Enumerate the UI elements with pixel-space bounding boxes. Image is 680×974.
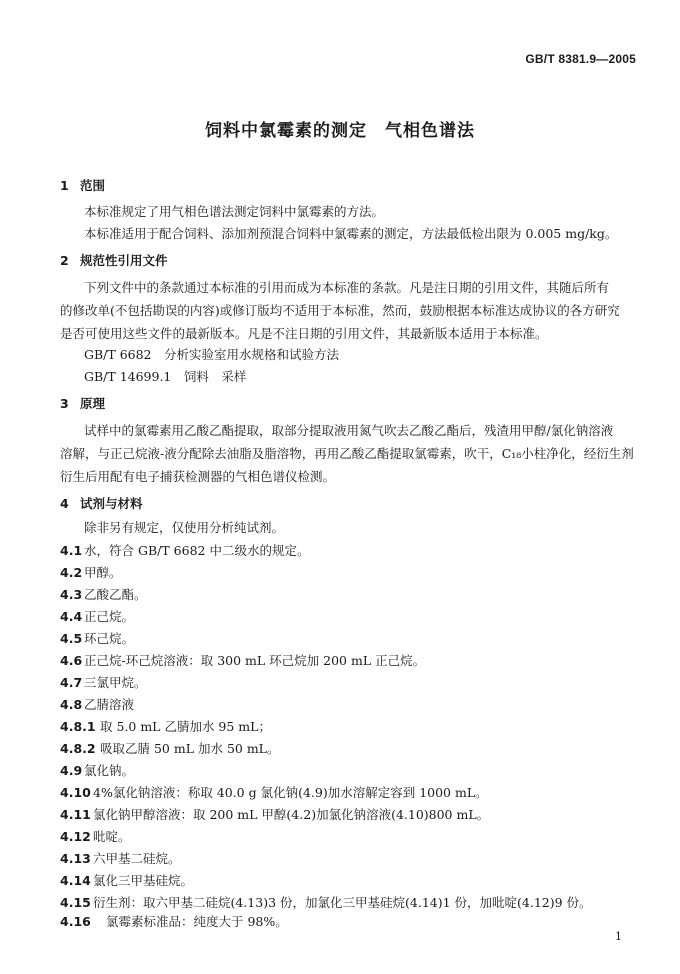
item-text: 衍生剂：取六甲基二硅烷(4.13)3 份，加氯化三甲基硅烷(4.14)1 份，加吡啶(4.12)9 份。: [93, 895, 592, 910]
section-number: 3: [60, 396, 69, 411]
item-number: 4.12: [60, 829, 91, 844]
item-text: 正己烷-环己烷溶液：取 300 mL 环己烷加 200 mL 正己烷。: [84, 653, 426, 668]
item-number: 4.11: [60, 807, 91, 822]
item-text: 氯化三甲基硅烷。: [93, 873, 194, 888]
scope-line: 本标准适用于配合饲料、添加剂预混合饲料中氯霉素的测定，方法最低检出限为 0.005 mg/kg。: [84, 226, 618, 241]
normative-reference: GB/T 6682 分析实验室用水规格和试验方法: [84, 347, 340, 362]
reagent-item: [60, 805, 489, 823]
reagent-item: [60, 563, 122, 581]
item-number: 4.4: [60, 609, 83, 624]
section-title: 范围: [80, 178, 106, 193]
item-text: 水，符合 GB/T 6682 中二级水的规定。: [84, 543, 310, 558]
normative-reference: GB/T 14699.1 饲料 采样: [84, 369, 247, 384]
reagent-item: [60, 651, 425, 669]
item-number: 4.15: [60, 895, 91, 910]
item-text: 氯化钠。: [84, 763, 135, 778]
section-title: 规范性引用文件: [80, 253, 168, 268]
item-text: 取 5.0 mL 乙腈加水 95 mL；: [100, 719, 271, 734]
reagent-item: [60, 717, 271, 735]
item-text: 环己烷。: [84, 631, 135, 646]
page-title: 饲料中氯霉素的测定 气相色谱法: [205, 121, 475, 141]
reagent-item: [60, 585, 147, 603]
item-text: 乙酸乙酯。: [84, 587, 147, 602]
item-number: 4.10: [60, 785, 91, 800]
item-text: 六甲基二硅烷。: [93, 851, 181, 866]
section-heading-scope: [60, 176, 105, 194]
reagent-item: [60, 739, 280, 757]
section-number: 2: [60, 253, 69, 268]
item-text: 氯霉素标准品：纯度大于 98%。: [106, 914, 288, 929]
item-number: 4.13: [60, 851, 91, 866]
section-heading-reagents: [60, 494, 143, 512]
item-text: 三氯甲烷。: [84, 675, 147, 690]
section-number: 4: [60, 496, 69, 511]
reagent-item: [60, 912, 288, 930]
item-number: 4.3: [60, 587, 83, 602]
item-text: 氯化钠甲醇溶液：取 200 mL 甲醇(4.2)加氯化钠溶液(4.10)800 mL。: [93, 807, 490, 822]
item-number: 4.9: [60, 763, 83, 778]
item-text: 吡啶。: [93, 829, 131, 844]
normative-line: 下列文件中的条款通过本标准的引用而成为本标准的条款。凡是注日期的引用文件，其随后所有: [84, 280, 610, 295]
scope-line: 本标准规定了用气相色谱法测定饲料中氯霉素的方法。: [84, 204, 385, 219]
reagent-item: [60, 695, 134, 713]
item-text: 乙腈溶液: [84, 697, 135, 712]
normative-line: 的修改单(不包括勘误的内容)或修订版均不适用于本标准，然而，鼓励根据本标准达成协议的各方研究: [60, 303, 620, 318]
reagent-item: [60, 783, 488, 801]
reagent-item: [60, 541, 309, 559]
item-number: 4.8.2: [60, 741, 96, 756]
section-heading-principle: [60, 394, 105, 412]
item-number: 4.16: [60, 914, 91, 929]
reagent-item: [60, 827, 131, 845]
standard-code: GB/T 8381.9—2005: [525, 52, 636, 66]
reagent-item: [60, 849, 181, 867]
reagent-item: [60, 629, 134, 647]
item-text: 吸取乙腈 50 mL 加水 50 mL。: [100, 741, 280, 756]
principle-line: 溶解，与正己烷液-液分配除去油脂及脂溶物，再用乙酸乙酯提取氯霉素，吹干，C₁₈小柱净化，经衍生剂: [60, 446, 634, 461]
section-title: 原理: [80, 396, 106, 411]
item-number: 4.6: [60, 653, 83, 668]
reagents-intro: 除非另有规定，仅使用分析纯试剂。: [84, 520, 285, 535]
principle-line: 试样中的氯霉素用乙酸乙酯提取，取部分提取液用氮气吹去乙酸乙酯后，残渣用甲醇/氯化钠溶液: [84, 423, 614, 438]
reagent-item: [60, 893, 592, 911]
reagent-item: [60, 607, 134, 625]
principle-line: 衍生后用配有电子捕获检测器的气相色谱仪检测。: [60, 469, 336, 484]
item-number: 4.8.1: [60, 719, 96, 734]
reagent-item: [60, 871, 193, 889]
item-text: 4%氯化钠溶液：称取 40.0 g 氯化钠(4.9)加水溶解定容到 1000 mL。: [93, 785, 488, 800]
section-heading-normative: [60, 251, 168, 269]
item-number: 4.8: [60, 697, 83, 712]
item-number: 4.1: [60, 543, 83, 558]
section-number: 1: [60, 178, 69, 193]
item-text: 正己烷。: [84, 609, 135, 624]
normative-line: 是否可使用这些文件的最新版本。凡是不注日期的引用文件，其最新版本适用于本标准。: [60, 326, 548, 341]
item-text: 甲醇。: [84, 565, 122, 580]
item-number: 4.14: [60, 873, 91, 888]
reagent-item: [60, 761, 134, 779]
item-number: 4.7: [60, 675, 83, 690]
item-number: 4.5: [60, 631, 83, 646]
page-number: 1: [615, 930, 622, 943]
reagent-item: [60, 673, 147, 691]
item-number: 4.2: [60, 565, 83, 580]
section-title: 试剂与材料: [80, 496, 143, 511]
